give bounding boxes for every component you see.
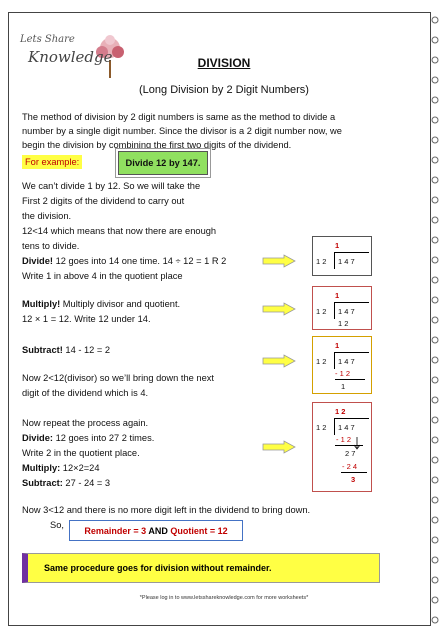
difference-row: 1 [341,382,346,391]
intro-line-3: begin the division by combining the first two digits of the dividend. [22,140,292,150]
step-text-1: We can’t divide 1 by 12. So we will take the [22,181,201,191]
step-subtract-2 [22,478,110,488]
arrow-right-icon [262,254,296,268]
step-subtract-2-bold: Subtract: [22,478,63,488]
page-subtitle: (Long Division by 2 Digit Numbers) [139,84,309,96]
arrow-right-icon [262,440,296,454]
step-subtract-1 [22,345,110,355]
step-subtract-1-rest: 14 - 12 = 2 [62,345,111,355]
division-bracket [334,352,369,369]
remainder-row: 3 [351,475,356,484]
step-multiply-2-rest: 12×2=24 [60,463,100,473]
step-divide-1-rest: 12 goes into 14 one time. 14 ÷ 12 = 1 R 2 [53,256,227,266]
step-text-3: the division. [22,211,72,221]
example-problem-box [118,151,208,175]
step-multiply-2-bold: Multiply: [22,463,61,473]
division-bracket [334,302,369,319]
step-divide-2 [22,433,154,443]
step-text-11: Now 2<12(divisor) so we’ll bring down the next [22,373,214,383]
step-multiply-1-rest: Multiply divisor and quotient. [60,299,181,309]
and-text: AND [146,525,171,536]
long-division-box-1 [312,236,372,276]
quotient-answer: Quotient = 12 [170,525,228,536]
step-text-9: 12 × 1 = 12. Write 12 under 14. [22,314,151,324]
so-text: So, [50,520,64,530]
division-bracket [334,252,369,269]
long-division-box-2 [312,286,372,330]
subtract-row-1: - 1 2 [336,435,352,444]
step-subtract-2-rest: 27 - 24 = 3 [62,478,111,488]
logo-line2: Knowledge [28,48,113,66]
step-divide-1 [22,256,226,266]
footer-note: *Please log in to www.letsshareknowledge.com for more worksheets* [139,595,309,601]
step-divide-2-rest: 12 goes into 27 2 times. [53,433,155,443]
note-banner [22,553,380,583]
division-bracket [334,418,369,435]
answer-box [69,520,243,541]
divisor: 1 2 [316,423,327,432]
intro-paragraph [22,110,417,152]
step-text-13: Now repeat the process again. [22,418,149,428]
divisor: 1 2 [316,307,327,316]
step-text-2: First 2 digits of the dividend to carry out [22,196,185,206]
step-subtract-1-bold: Subtract! [22,345,63,355]
step-divide-2-bold: Divide: [22,433,53,443]
for-example-label: For example: [22,155,82,169]
example-problem-text: Divide 12 by 147. [125,158,201,168]
intro-line-1: The method of division by 2 digit numbers is same as the method to divide a [22,112,336,122]
divisor: 1 2 [316,357,327,366]
logo-line1: Lets Share [20,34,75,45]
quotient: 1 2 [335,407,346,416]
step-text-15: Write 2 in the quotient place. [22,448,140,458]
lets-share-knowledge-logo [14,22,134,84]
dividend: 1 4 7 [338,257,355,266]
dividend: 1 4 7 [338,307,355,316]
step-divide-1-bold: Divide! [22,256,53,266]
product-row: 1 2 [338,319,349,328]
intro-line-2: number by a single digit number. Since the divisor is a 2 digit number now, we [22,126,342,136]
arrow-right-icon [262,302,296,316]
subtract-row: - 1 2 [335,369,351,378]
long-division-box-4 [312,402,372,492]
step-multiply-2 [22,463,100,473]
step-text-7: Write 1 in above 4 in the quotient place [22,271,183,281]
bring-down-row: 2 7 [345,449,356,458]
remainder-answer: Remainder = 3 [84,525,147,536]
quotient: 1 [335,291,340,300]
step-text-4: 12<14 which means that now there are enough [22,226,217,236]
step-multiply-1-bold: Multiply! [22,299,61,309]
divisor: 1 2 [316,257,327,266]
subtraction-line-2 [341,472,367,473]
subtraction-line [335,379,365,380]
step-multiply-1 [22,299,180,309]
subtract-row-2: - 2 4 [342,462,358,471]
step-text-5: tens to divide. [22,241,80,251]
step-text-12: digit of the dividend which is 4. [22,388,149,398]
quotient: 1 [335,341,340,350]
arrow-right-icon [262,354,296,368]
conclusion-text: Now 3<12 and there is no more digit left in the dividend to bring down. [22,505,311,515]
quotient: 1 [335,241,340,250]
dividend: 1 4 7 [338,423,355,432]
note-banner-text: Same procedure goes for division without remainder. [44,563,272,573]
dividend: 1 4 7 [338,357,355,366]
page-title: DIVISION [197,56,251,70]
long-division-box-3 [312,336,372,394]
binder-rings-decoration [430,12,444,626]
